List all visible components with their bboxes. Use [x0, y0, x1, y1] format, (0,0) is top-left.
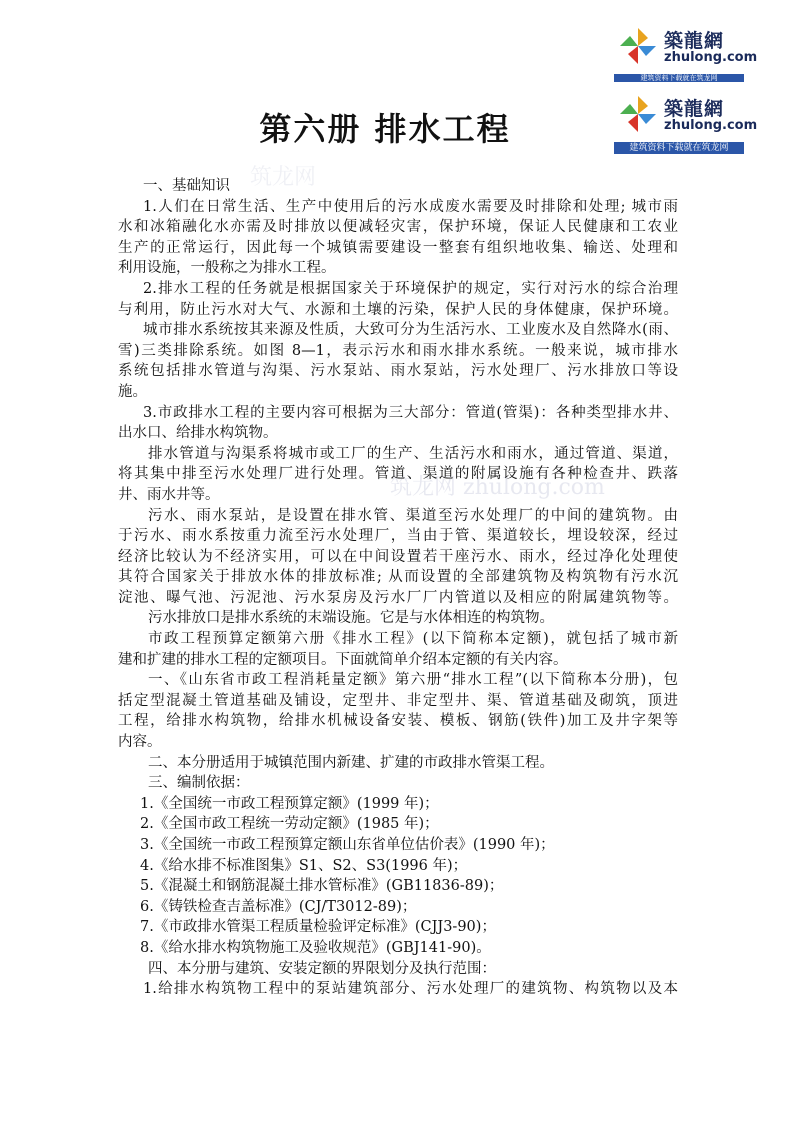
body-line: 工程，给排水构筑物，给排水机械设备安装、模板、钢筋(铁件)加工及井字架等 — [118, 713, 678, 730]
body-line: 将其集中排至污水处理厂进行处理。管道、渠道的附属设施有各种检查井、跌落 — [118, 466, 678, 483]
document-title: 第六册 排水工程 — [259, 110, 511, 148]
body-line: 城市排水系统按其来源及性质，大致可分为生活污水、工业废水及自然降水(雨、 — [143, 322, 678, 339]
body-line: 3.市政排水工程的主要内容可根据为三大部分：管道(管渠)：各种类型排水井、 — [143, 404, 678, 421]
body-line: 4.《给水排不标准图集》S1、S2、S3(1996 年)； — [140, 857, 468, 874]
body-line: 6.《铸铁检查吉盖标准》(CJ/T3012-89)； — [140, 898, 417, 915]
body-line: 建和扩建的排水工程的定额项目。下面就简单介绍本定额的有关内容。 — [118, 651, 568, 668]
body-line: 一、《山东省市政工程消耗量定额》第六册“排水工程”(以下简称本分册)，包 — [148, 672, 678, 689]
pinwheel-logo-icon — [618, 26, 658, 66]
body-line: 排水管道与沟渠系将城市或工厂的生产、生活污水和雨水，通过管道、渠道， — [148, 445, 678, 462]
body-line: 7.《市政排水管渠工程质量检验评定标准》(CJJ3-90)； — [140, 919, 496, 936]
body-line: 三、编制依据： — [148, 775, 250, 792]
body-line: 1.给排水构筑物工程中的泵站建筑部分、污水处理厂的建筑物、构筑物以及本 — [143, 981, 678, 998]
body-line: 施。 — [118, 383, 147, 400]
body-line: 于污水、雨水系按重力流至污水处理厂，当由于管、渠道较长，埋设较深，经过 — [118, 528, 678, 545]
logo-domain: zhulong.com — [664, 118, 758, 133]
logo-name: 築龍網 — [664, 30, 725, 52]
body-line: 污水排放口是排水系统的末端设施。它是与水体相连的构筑物。 — [148, 610, 554, 627]
body-line: 出水口、给排水构筑物。 — [118, 425, 278, 442]
body-line: 括定型混凝土管道基础及铺设，定型井、非定型井、渠、管道基础及砌筑，顶进 — [118, 692, 678, 709]
background-watermark: 筑龙网 zhulong.com — [390, 475, 605, 500]
zhulong-logo-top — [614, 20, 758, 82]
body-line: 生产的正常运行，因此每一个城镇需要建设一整套有组织地收集、输送、处理和 — [118, 239, 678, 256]
body-line: 四、本分册与建筑、安装定额的界限划分及执行范围： — [148, 960, 496, 977]
body-line: 井、雨水井等。 — [118, 486, 220, 503]
body-line: 1.人们在日常生活、生产中使用后的污水成废水需要及时排除和处理; 城市雨 — [143, 198, 678, 215]
body-line: 8.《给水排水构筑物施工及验收规范》(GBJ141-90)。 — [140, 939, 491, 956]
body-line: 与利用，防止污水对大气、水源和土壤的污染，保护人民的身体健康，保护环境。 — [118, 301, 678, 318]
body-line: 1.《全国统一市政工程预算定额》(1999 年)； — [140, 795, 439, 812]
body-line: 二、本分册适用于城镇范围内新建、扩建的市政排水管渠工程。 — [148, 754, 554, 771]
body-line: 3.《全国统一市政工程预算定额山东省单位估价表》(1990 年)； — [140, 837, 555, 853]
logo-name: 築龍網 — [664, 98, 725, 120]
body-line: 2.《全国市政工程统一劳动定额》(1985 年)； — [140, 816, 439, 833]
body-line: 经济比较认为不经济实用，可以在中间设置若干座污水、雨水，经过净化处理使 — [118, 548, 678, 565]
background-watermark-top: 筑龙网 — [250, 165, 317, 190]
logo-slogan: 建筑资料下载就在筑龙网 — [614, 74, 744, 82]
body-line: 污水、雨水泵站，是设置在排水管、渠道至污水处理厂的中间的建筑物。由 — [148, 507, 678, 524]
logo-slogan: 建筑资料下载就在筑龙网 — [614, 142, 744, 154]
document-body — [118, 176, 678, 1000]
body-line: 水和冰箱融化水亦需及时排放以便减轻灾害，保护环境，保证人民健康和工农业 — [118, 219, 678, 236]
body-line: 内容。 — [118, 734, 162, 751]
body-line: 5.《混凝土和钢筋混凝土排水管标准》(GB11836-89)； — [140, 878, 504, 895]
body-line: 淀池、曝气池、污泥池、污水泵房及污水厂厂内管道以及相应的附属建筑物等。 — [118, 589, 678, 606]
body-line: 2.排水工程的任务就是根据国家关于环境保护的规定，实行对污水的综合治理 — [143, 280, 678, 297]
body-line: 市政工程预算定额第六册《排水工程》(以下简称本定额)，就包括了城市新 — [148, 631, 678, 648]
logo-domain: zhulong.com — [664, 50, 758, 65]
body-line: 利用设施，一般称之为排水工程。 — [118, 260, 336, 277]
body-line: 其符合国家关于排放水体的排放标准; 从而设置的全部建筑物及构筑物有污水沉 — [118, 569, 678, 586]
body-line: 一、基础知识 — [143, 178, 230, 194]
body-line: 雪)三类排除系统。如图 8—1，表示污水和雨水排水系统。一般来说，城市排水 — [118, 342, 678, 359]
body-line: 系统包括排水管道与沟渠、污水泵站、雨水泵站，污水处理厂、污水排放口等设 — [118, 363, 678, 380]
